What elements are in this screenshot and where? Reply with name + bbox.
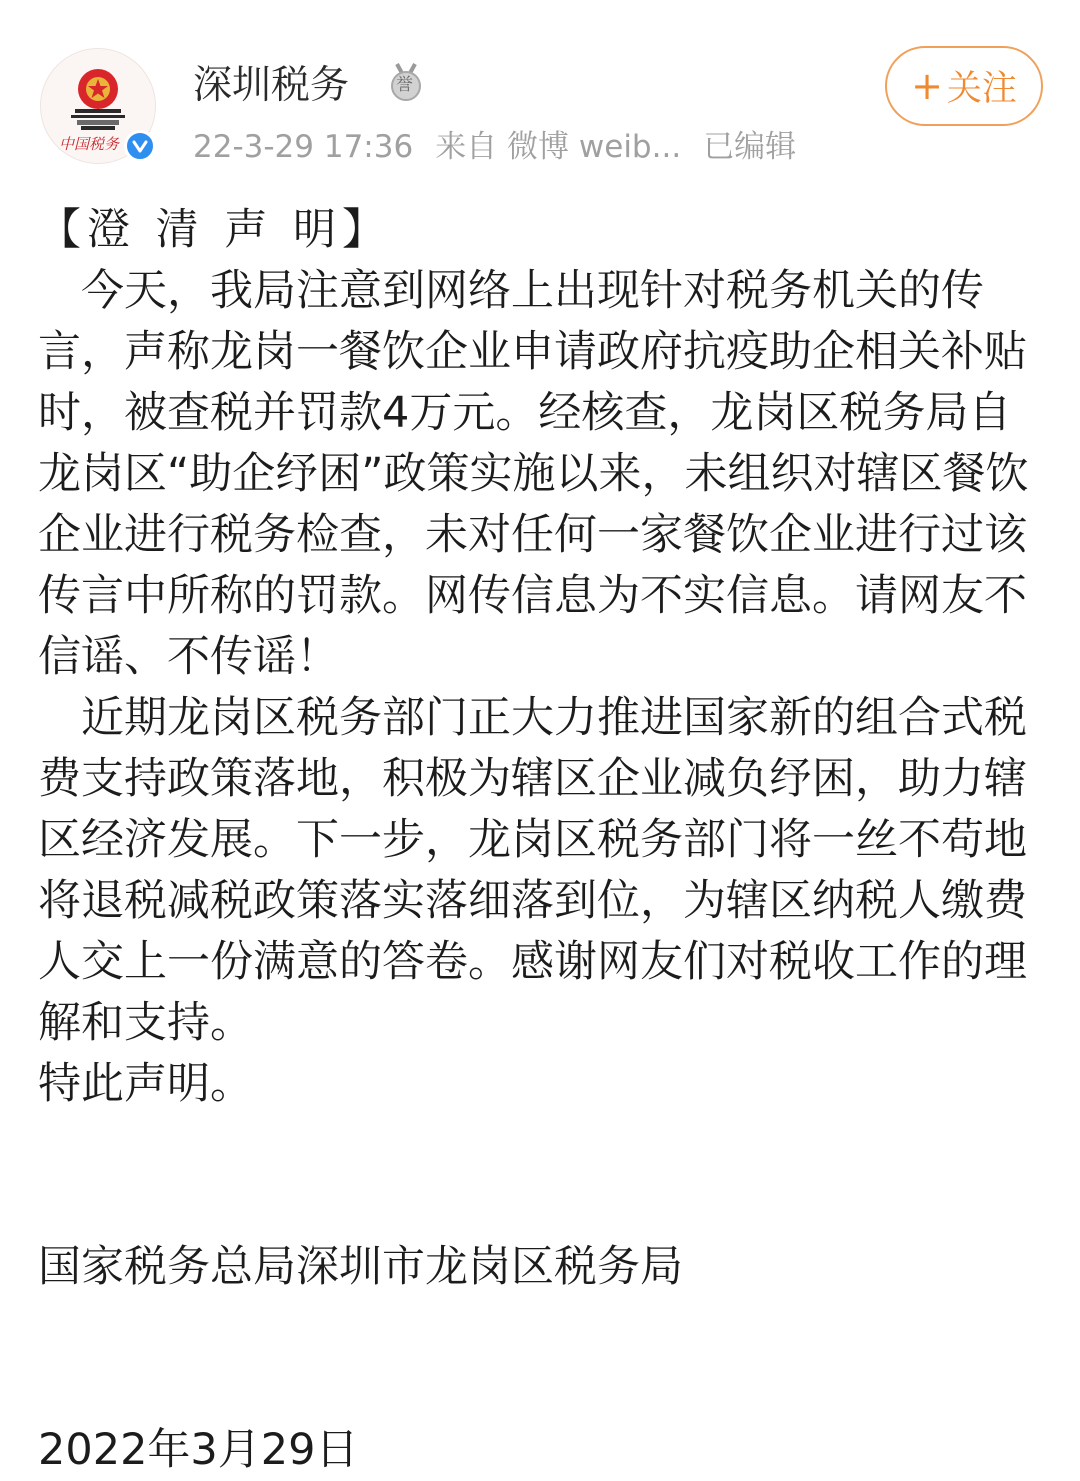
spacer: [38, 1298, 1038, 1420]
post-body: [38, 200, 1038, 1481]
medal-label: 誉: [396, 75, 413, 95]
username[interactable]: 深圳税务: [193, 63, 350, 108]
post-signature: 国家税务总局深圳市龙岗区税务局: [38, 1242, 683, 1292]
post-paragraph: 今天，我局注意到网络上出现针对税务机关的传言，声称龙岗一餐饮企业申请政府抗疫助企相关补贴时，被查税并罚款4万元。经核查，龙岗区税务局自龙岗区“助企纾困”政策实施以来，未组织对辖区餐饮企业进行税务检查，未对任何一家餐饮企业进行过该传言中所称的罚款。网传信息为不实信息。请网友不信谣、不传谣！: [38, 266, 1029, 682]
spacer: [38, 1115, 1038, 1237]
follow-button[interactable]: [885, 46, 1043, 126]
post-paragraph: 近期龙岗区税务部门正大力推进国家新的组合式税费支持政策落地，积极为辖区企业减负纾困，助力辖区经济发展。下一步，龙岗区税务部门将一丝不苟地将退税减税政策落实落细落到位，为辖区纳税人缴费人交上一份满意的答卷。感谢网友们对税收工作的理解和支持。: [38, 693, 1027, 1048]
follow-label: 关注: [946, 69, 1017, 109]
plus-icon: +: [911, 64, 943, 108]
verified-icon: [124, 130, 156, 162]
medal-icon[interactable]: [386, 62, 426, 102]
post-date: 2022年3月29日: [38, 1425, 359, 1475]
timestamp[interactable]: 22-3-29 17:36: [193, 129, 414, 165]
avatar-logo-text: 中国税务: [59, 135, 120, 153]
edited-label[interactable]: 已编辑: [703, 129, 797, 165]
post-source[interactable]: 来自 微博 weib...: [435, 129, 682, 165]
post-closing: 特此声明。: [38, 1059, 253, 1109]
post-heading: 【澄 清 声 明】: [38, 205, 392, 255]
post-meta: [193, 124, 818, 170]
